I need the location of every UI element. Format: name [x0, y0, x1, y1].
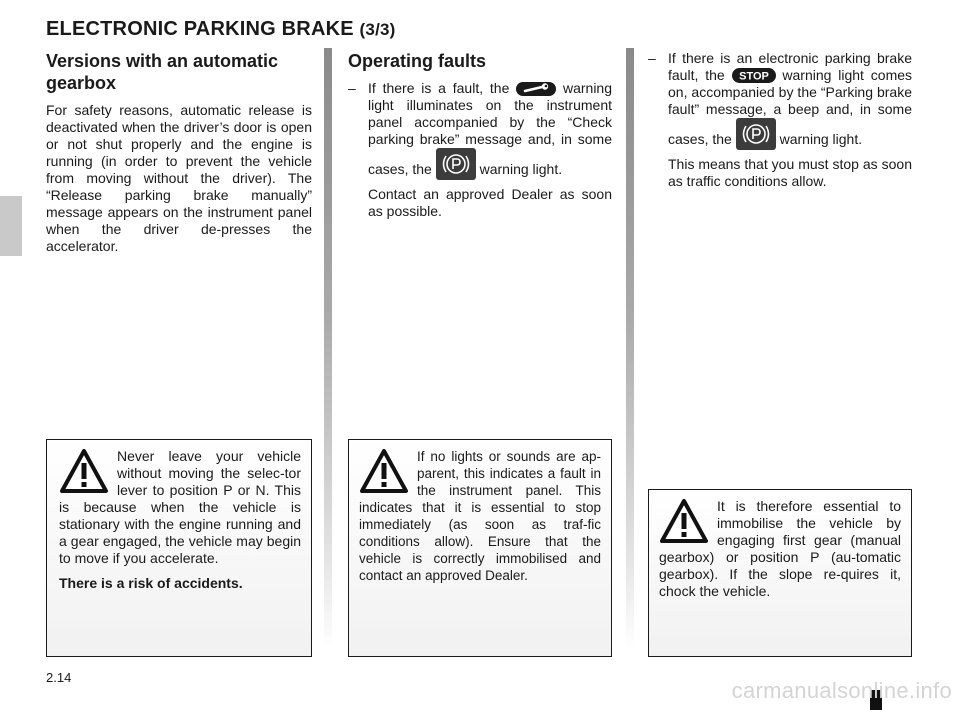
warning-triangle-icon: [659, 498, 709, 544]
stop-advice-text: This means that you must stop as soon as traffic conditions allow.: [668, 156, 912, 189]
column-automatic-gearbox: [46, 50, 312, 255]
column-divider: [626, 48, 634, 648]
warning-text: It is therefore essential to immobilise the vehicle by engaging first gear (manual gearbox) or position P (au-tomatic gearbox). If the slope re-quires it, chock the vehicle.: [659, 498, 901, 599]
warning-triangle-icon: [59, 448, 109, 494]
fault-list-item: [348, 80, 612, 220]
section-paragraph: For safety reasons, automatic release is deactivated when the driver’s door is open or not shut properly and the engine is running (in order to prevent the vehicle from moving without the driver). The “Release parking brake manually” message appears on the instrument panel when the driver de-presses the accelerator.: [46, 102, 312, 254]
list-text: warning light.: [479, 161, 563, 177]
parking-brake-icon: [736, 118, 776, 150]
section-heading: Versions with an automatic gearbox: [46, 51, 279, 93]
warning-text: If no lights or sounds are ap-parent, this indicates a fault in the instrument panel. This indicates that it is essential to stop immediately (as soon as traf-fic conditions allow). Ensure that the vehicle is correctly immobilised and contact an approved Dealer.: [359, 449, 601, 583]
column-divider: [324, 48, 332, 648]
warning-box: [46, 439, 312, 657]
warning-triangle-icon: [359, 448, 409, 494]
fault-list-item: [648, 50, 912, 190]
stop-warning-icon: [732, 68, 776, 83]
list-dash: –: [348, 80, 356, 96]
column-operating-faults: [348, 50, 612, 220]
warning-emphasis: There is a risk of accidents.: [59, 575, 243, 591]
page-number: 2.14: [46, 670, 72, 685]
watermark: carmanualsonline.info: [731, 678, 952, 703]
parking-brake-icon: [436, 148, 476, 180]
list-text: If there is an electronic parking brake fault, the: [668, 50, 912, 83]
list-dash: –: [648, 50, 656, 66]
section-heading: Operating faults: [348, 51, 487, 71]
stop-label: STOP: [738, 70, 769, 83]
list-text: warning light illuminates on the instrument panel accompanied by the “Check parking brake” message and, in some cases, the: [368, 80, 612, 177]
list-text: warning light comes on, accompanied by the “Parking brake fault” message, a beep and, in some cases, the: [668, 67, 913, 147]
column-brake-fault: [648, 50, 912, 190]
list-text: warning light.: [779, 131, 863, 147]
warning-box: [348, 439, 612, 657]
list-text: If there is a fault, the: [368, 80, 510, 96]
warning-box: [648, 489, 912, 657]
page-title: ELECTRONIC PARKING BRAKE (3/3): [46, 18, 396, 40]
contact-dealer-text: Contact an approved Dealer as soon as possible.: [368, 186, 612, 219]
section-tab: [0, 196, 22, 256]
page-title-part: (3/3): [359, 20, 396, 39]
wrench-warning-icon: [516, 82, 556, 96]
warning-text: Never leave your vehicle without moving the selec-tor lever to position P or N. This is because when the vehicle is stationary with the engine running and a gear engaged, the vehicle may begin to move if you accelerate.: [59, 448, 301, 566]
